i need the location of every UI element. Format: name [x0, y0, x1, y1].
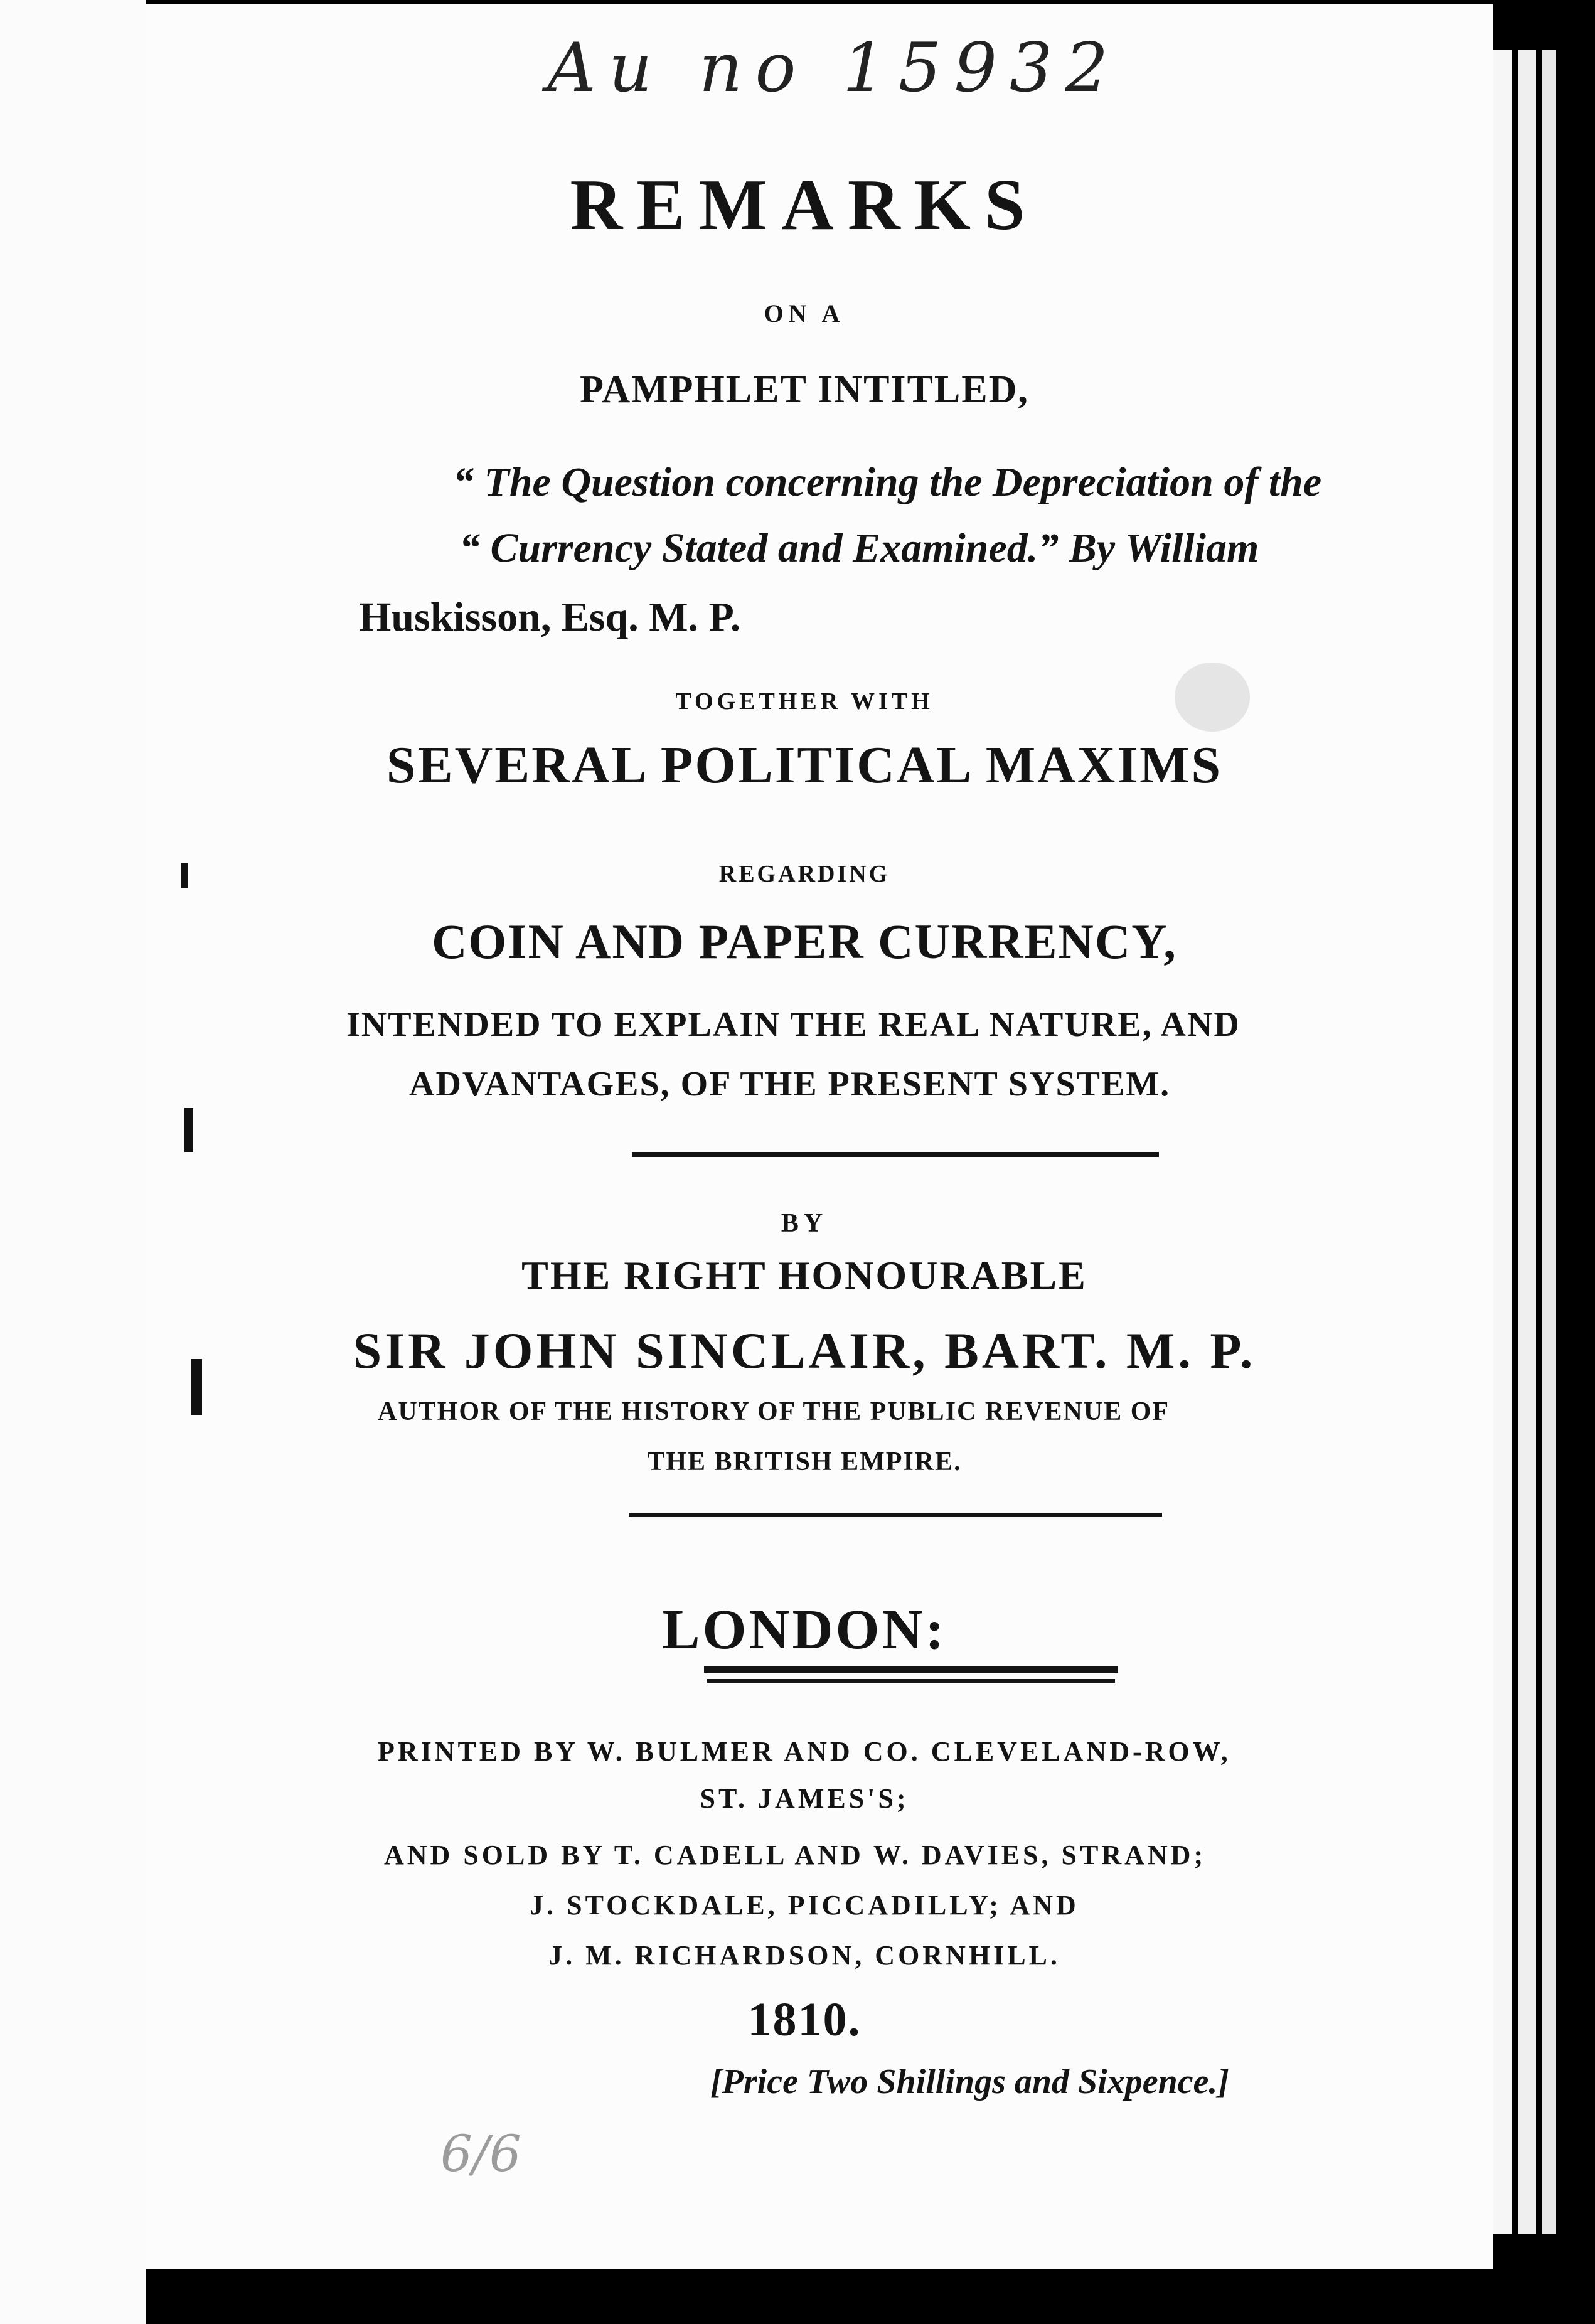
- page-title: REMARKS: [570, 165, 1039, 245]
- price-note: [Price Two Shillings and Sixpence.]: [710, 2062, 1230, 2101]
- handwritten-accession-number: Au no 15932: [547, 29, 1121, 107]
- author-description-line-1: AUTHOR OF THE HISTORY OF THE PUBLIC REVENUE OF: [378, 1397, 1170, 1426]
- pamphlet-intitled: PAMPHLET INTITLED,: [580, 368, 1029, 411]
- quoted-title-line-1: “ The Question concerning the Depreciation of the: [453, 459, 1322, 505]
- imprint-line-1: PRINTED BY W. BULMER AND CO. CLEVELAND-ROW,: [378, 1736, 1231, 1767]
- binding-mark: [184, 1108, 193, 1152]
- author-honorific: THE RIGHT HONOURABLE: [521, 1253, 1087, 1298]
- imprint-line-2: ST. JAMES'S;: [700, 1783, 909, 1814]
- left-blank-sheet: [0, 0, 146, 2324]
- double-rule-top: [704, 1666, 1118, 1673]
- quoted-title-line-2: “ Currency Stated and Examined.” By William: [459, 525, 1259, 571]
- author-name: SIR JOHN SINCLAIR, BART. M. P.: [353, 1322, 1256, 1379]
- by-label: BY: [781, 1209, 828, 1238]
- subtitle-on: ON A: [764, 299, 845, 328]
- several-maxims: SEVERAL POLITICAL MAXIMS: [386, 736, 1223, 794]
- pencil-mark: 6/6: [440, 2124, 521, 2183]
- page-edge: [1518, 50, 1536, 2234]
- author-description-line-2: THE BRITISH EMPIRE.: [647, 1447, 962, 1476]
- page-edge: [1542, 50, 1556, 2234]
- together-with: TOGETHER WITH: [675, 688, 934, 715]
- binding-mark: [191, 1359, 202, 1415]
- title-page: [146, 4, 1493, 2269]
- intended-line-1: INTENDED TO EXPLAIN THE REAL NATURE, AND: [346, 1005, 1240, 1044]
- imprint-line-5: J. M. RICHARDSON, CORNHILL.: [548, 1940, 1060, 1971]
- imprint-line-4: J. STOCKDALE, PICCADILLY; AND: [530, 1890, 1079, 1921]
- imprint-line-3: AND SOLD BY T. CADELL AND W. DAVIES, STRAND;: [384, 1840, 1207, 1870]
- binding-mark: [181, 863, 188, 888]
- publication-year: 1810.: [747, 1993, 862, 2046]
- pamphlet-author: Huskisson, Esq. M. P.: [359, 594, 741, 640]
- place-of-publication: LONDON:: [662, 1599, 947, 1661]
- regarding: REGARDING: [718, 861, 890, 887]
- divider-rule: [629, 1513, 1162, 1517]
- intended-line-2: ADVANTAGES, OF THE PRESENT SYSTEM.: [409, 1065, 1171, 1104]
- divider-rule: [632, 1152, 1159, 1157]
- double-rule-bottom: [707, 1679, 1115, 1683]
- coin-paper-currency: COIN AND PAPER CURRENCY,: [432, 914, 1177, 969]
